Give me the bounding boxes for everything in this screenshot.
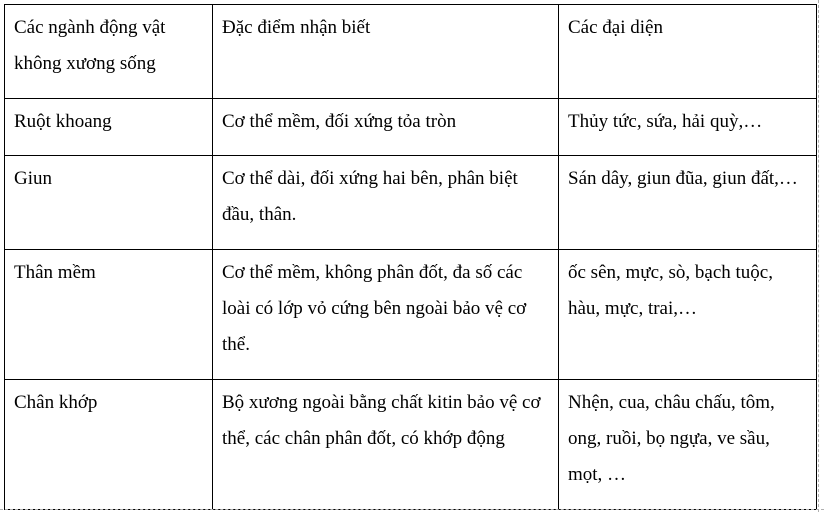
header-features: Đặc điểm nhận biết <box>213 5 559 99</box>
cell-features: Cơ thể mềm, không phân đốt, đa số các loài có lớp vỏ cứng bên ngoài bảo vệ cơ thể. <box>213 250 559 380</box>
cell-phylum: Chân khớp <box>5 380 213 510</box>
page-boundary-line-right <box>818 0 819 512</box>
invertebrate-table <box>4 4 817 510</box>
table-row <box>5 156 817 250</box>
cell-phylum: Thân mềm <box>5 250 213 380</box>
cell-features: Bộ xương ngoài bằng chất kitin bảo vệ cơ thể, các chân phân đốt, có khớp động <box>213 380 559 510</box>
cell-features: Cơ thể mềm, đối xứng tỏa tròn <box>213 99 559 156</box>
cell-representatives: Thủy tức, sứa, hải quỳ,… <box>559 99 817 156</box>
cell-phylum: Ruột khoang <box>5 99 213 156</box>
table-row <box>5 250 817 380</box>
cell-representatives: Sán dây, giun đũa, giun đất,… <box>559 156 817 250</box>
cell-representatives: Nhện, cua, châu chấu, tôm, ong, ruồi, bọ ngựa, ve sầu, mọt, … <box>559 380 817 510</box>
header-phylum: Các ngành động vật không xương sống <box>5 5 213 99</box>
table-row <box>5 99 817 156</box>
header-representatives: Các đại diện <box>559 5 817 99</box>
table-row <box>5 380 817 510</box>
table-header-row <box>5 5 817 99</box>
cell-features: Cơ thể dài, đối xứng hai bên, phân biệt đầu, thân. <box>213 156 559 250</box>
cell-phylum: Giun <box>5 156 213 250</box>
document-page <box>4 4 816 510</box>
page-boundary-line <box>0 509 824 510</box>
cell-representatives: ốc sên, mực, sò, bạch tuộc, hàu, mực, trai,… <box>559 250 817 380</box>
